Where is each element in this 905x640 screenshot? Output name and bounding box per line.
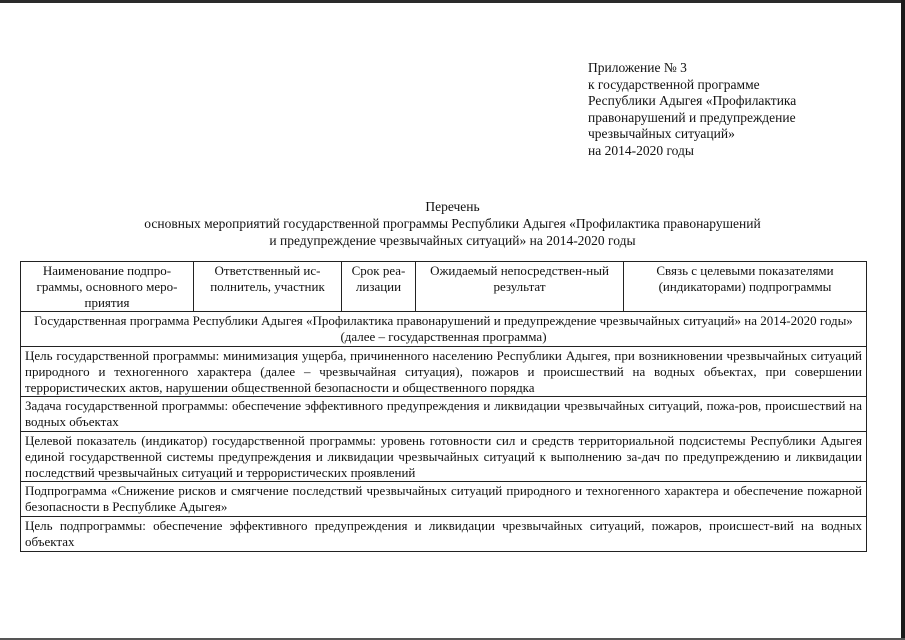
- program-title-cell: Государственная программа Республики Адыгея «Профилактика правонарушений и предупреждение чрезвычайных ситуаций» на 2014-2020 годы» (далее – государственная программа): [21, 312, 867, 347]
- table-header-row: [21, 262, 867, 312]
- header-cell-result: Ожидаемый непосредствен-ный результат: [416, 262, 624, 312]
- appendix-note: [588, 60, 868, 159]
- header-cell-term: Срок реа-лизации: [342, 262, 416, 312]
- title-line: Перечень: [425, 199, 480, 214]
- subprogram-title-cell: Подпрограмма «Снижение рисков и смягчение последствий чрезвычайных ситуаций природного и техногенного характера и обеспечение пожарной безопасности в Республике Адыгея»: [21, 482, 867, 517]
- appendix-line: Республики Адыгея «Профилактика: [588, 93, 797, 108]
- appendix-line: правонарушений и предупреждение: [588, 109, 796, 125]
- program-goal-cell: Цель государственной программы: минимизация ущерба, причиненного населению Республики Адыгея, при возникновении чрезвычайных ситуаций природного и техногенного характера (далее – чрезвычайная ситуация), пожаров и происшествий на водных объектах, при совершении террористических актов, нарушении общественной безопасности и общественного порядка: [21, 346, 867, 396]
- header-cell-executor: Ответственный ис-полнитель, участник: [194, 262, 342, 312]
- title-line: основных мероприятий государственной программы Республики Адыгея «Профилактика правонарушений: [144, 216, 761, 231]
- title-line: и предупреждение чрезвычайных ситуаций» на 2014-2020 годы: [269, 233, 636, 248]
- scan-edge-right: [901, 0, 905, 640]
- document-title: [20, 198, 885, 249]
- measures-table: [20, 261, 867, 552]
- subprogram-goal-cell: Цель подпрограммы: обеспечение эффективного предупреждения и ликвидации чрезвычайных ситуаций, пожаров, происшест-вий на водных объектах: [21, 516, 867, 551]
- appendix-line: чрезвычайных ситуаций»: [588, 126, 735, 141]
- table-row: [21, 431, 867, 481]
- appendix-line: на 2014-2020 годы: [588, 142, 694, 158]
- appendix-line: к государственной программе: [588, 76, 760, 92]
- program-indicator-cell: Целевой показатель (индикатор) государственной программы: уровень готовности сил и средств территориальной подсистемы Республики Адыгея единой государственной системы предупреждения и ликвидации чрезвычайных ситуаций к выполнению за-дач по предупреждению и ликвидации последствий чрезвычайных ситуаций и террористических проявлений: [21, 431, 867, 481]
- table-row: [21, 516, 867, 551]
- scan-edge-top: [0, 0, 905, 3]
- table-row: [21, 346, 867, 396]
- program-task-cell: Задача государственной программы: обеспечение эффективного предупреждения и ликвидации чрезвычайных ситуаций, пожа-ров, происшествий на водных объектах: [21, 397, 867, 432]
- header-cell-name: Наименование подпро-граммы, основного меро-приятия: [21, 262, 194, 312]
- table-row: [21, 397, 867, 432]
- table-row: [21, 482, 867, 517]
- header-cell-indicators: Связь с целевыми показателями (индикаторами) подпрограммы: [624, 262, 867, 312]
- table-row: [21, 312, 867, 347]
- appendix-line: Приложение № 3: [588, 60, 687, 75]
